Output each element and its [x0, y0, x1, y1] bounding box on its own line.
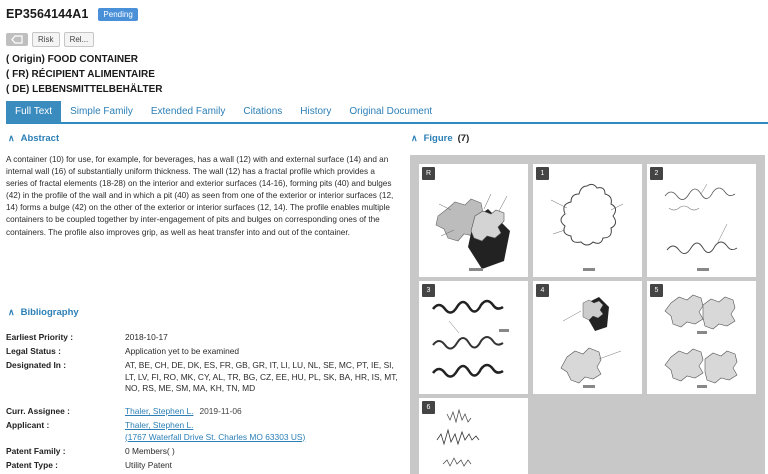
bibliography-heading: Bibliography: [20, 307, 79, 318]
figure-drawing: [647, 281, 756, 394]
figure-drawing: [419, 281, 528, 394]
bib-row-patent-family: [6, 446, 401, 460]
applicant-value: [125, 420, 401, 446]
title-fr: ( FR) RÉCIPIENT ALIMENTAIRE: [6, 69, 155, 80]
figure-count: (7): [457, 133, 470, 144]
chevron-up-icon: ∧: [8, 307, 15, 317]
legal-status-value: Application yet to be examined: [125, 346, 240, 356]
earliest-priority-value: 2018-10-17: [125, 332, 168, 342]
abstract-toggle[interactable]: [8, 133, 59, 144]
figure-drawing: [419, 398, 528, 474]
figure-drawing: [533, 164, 642, 277]
bib-row-assignee: [6, 406, 401, 420]
chevron-up-icon: ∧: [8, 133, 15, 143]
figure-panel: [410, 155, 765, 474]
abstract-text: A container (10) for use, for example, for beverages, has a wall (12) with and external surface (14) and an internal wall (16) of substantially uniform thickness. The wall (12) has a fractal profile which provides a series of fractal elements (18-28) on the interior and exterior surfaces (14-16), forming pits (40) and bulges (42) in the profile of the wall and in which a pit (40) as seen from one of the exterior or interior surfaces (12, 14) forms a bulge (42) on the other of the exterior or interior surfaces (12, 14). The profile enables multiple containers to be coupled together by inter-engagement of pits and bulges on corresponding ones of the containers. The profile also improves grip, as well as heat transfer into and out of the container.: [6, 155, 394, 237]
title-row: [6, 7, 138, 21]
figure-thumb[interactable]: [419, 281, 528, 394]
bib-row-designated-in: [6, 360, 401, 406]
publication-number: EP3564144A1: [6, 7, 89, 21]
figure-thumb-label: 1: [536, 167, 549, 180]
bib-label: Patent Family :: [6, 446, 66, 456]
figure-thumb-label: 4: [536, 284, 549, 297]
bib-label: Legal Status :: [6, 346, 61, 356]
assignee-link[interactable]: Thaler, Stephen L.: [125, 406, 194, 416]
bib-row-earliest-priority: [6, 332, 401, 346]
bib-row-applicant: [6, 420, 401, 446]
applicant-link[interactable]: Thaler, Stephen L.: [125, 420, 194, 430]
figure-drawing: [533, 281, 642, 394]
tag-button[interactable]: [6, 33, 28, 46]
bib-label: Curr. Assignee :: [6, 406, 70, 416]
designated-in-value: AT, BE, CH, DE, DK, ES, FR, GB, GR, IT, LI, LU, NL, SE, MC, PT, IE, SI, LT, LV, FI, RO, MK, CY, AL, TR, BG, CZ, EE, HU, PL, SK, BA, HR, IS, MT, NO, RS, ME, SM, MA, KH, TN, MD: [125, 360, 398, 393]
abstract-heading: Abstract: [20, 133, 60, 144]
figure-thumb[interactable]: [419, 164, 528, 277]
figure-thumb[interactable]: [647, 281, 756, 394]
bib-label: Patent Type :: [6, 460, 58, 470]
bib-label: Applicant :: [6, 420, 50, 430]
patent-type-value: Utility Patent: [125, 460, 173, 470]
assignee-date: 2019-11-06: [199, 406, 242, 416]
figure-thumb-label: 6: [422, 401, 435, 414]
bibliography-table: [6, 332, 401, 474]
tab-original-document[interactable]: Original Document: [349, 106, 433, 117]
figure-drawing: [419, 164, 528, 277]
rel-button[interactable]: Rel...: [64, 32, 95, 47]
chevron-up-icon: ∧: [411, 133, 418, 143]
assignee-value: [125, 406, 401, 420]
figure-drawing: [647, 164, 756, 277]
bib-row-patent-type: [6, 460, 401, 474]
figure-thumb-label: 2: [650, 167, 663, 180]
tab-extended-family[interactable]: Extended Family: [150, 106, 226, 117]
applicant-address-link[interactable]: (1767 Waterfall Drive St. Charles MO 63303 US): [125, 431, 306, 442]
figure-thumb[interactable]: [533, 164, 642, 277]
title-origin: ( Origin) FOOD CONTAINER: [6, 54, 139, 65]
risk-button[interactable]: Risk: [32, 32, 60, 47]
bib-label: Earliest Priority :: [6, 332, 74, 342]
tab-history[interactable]: History: [300, 106, 332, 117]
figure-thumb-label: 3: [422, 284, 435, 297]
titles: [6, 52, 162, 97]
figure-thumb[interactable]: [419, 398, 528, 474]
figure-thumb-label: R: [422, 167, 435, 180]
figure-toggle[interactable]: [411, 133, 469, 144]
tab-full-text[interactable]: Full Text: [6, 101, 61, 123]
tab-citations[interactable]: Citations: [243, 106, 283, 117]
bib-row-legal-status: [6, 346, 401, 360]
tag-icon: [11, 35, 23, 44]
status-badge: Pending: [98, 8, 137, 21]
patent-family-value: 0 Members( ): [125, 446, 175, 456]
figure-thumb[interactable]: [647, 164, 756, 277]
figure-thumb[interactable]: [533, 281, 642, 394]
bib-label: Designated In :: [6, 360, 67, 370]
tab-bar: [6, 101, 768, 124]
tab-simple-family[interactable]: Simple Family: [70, 106, 133, 117]
toolbar: [6, 32, 94, 47]
bibliography-toggle[interactable]: [8, 307, 79, 318]
title-de: ( DE) LEBENSMITTELBEHÄLTER: [6, 84, 163, 95]
figure-heading: Figure: [423, 133, 453, 144]
figure-thumb-label: 5: [650, 284, 663, 297]
